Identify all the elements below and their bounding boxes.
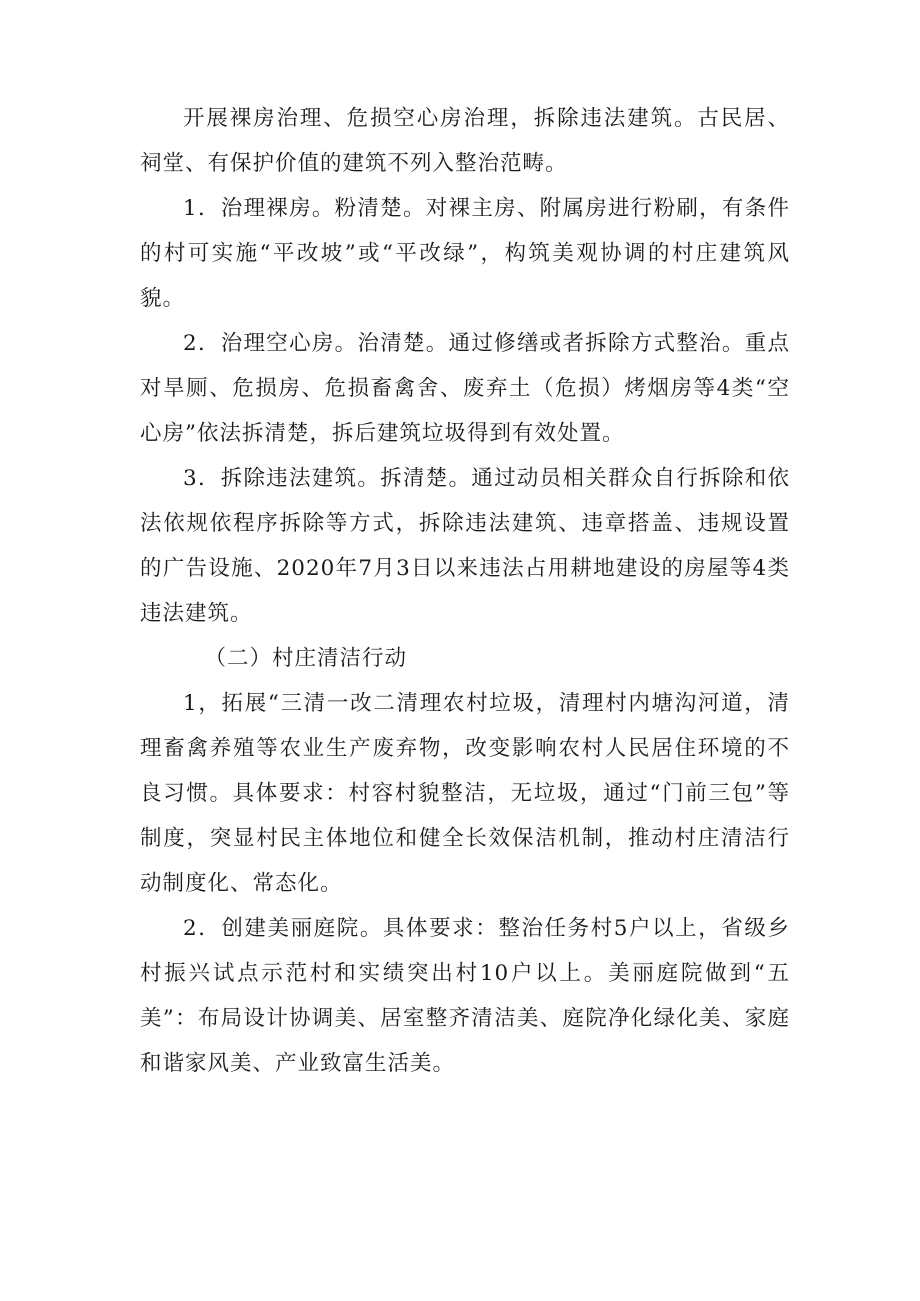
paragraph-cleaning-2: 2．创建美丽庭院。具体要求：整治任务村5户以上，省级乡村振兴试点示范村和实绩突出村10户以上。美丽庭院做到“五美”：布局设计协调美、居室整齐清洁美、庭院净化绿化美、家庭和谐家风美、产业致富生活美。	[140, 916, 790, 1076]
paragraph-cleaning-1: 1，拓展“三清一改二清理农村垃圾，清理村内塘沟河道，清理畜禽养殖等农业生产废弃物，改变影响农村人民居住环境的不良习惯。具体要求：村容村貌整洁，无垃圾，通过“门前三包”等制度，突显村民主体地位和健全长效保洁机制，推动村庄清洁行动制度化、常态化。	[140, 691, 790, 896]
document-body	[140, 96, 790, 1086]
paragraph-item-2-hollow-houses: 2．治理空心房。治清楚。通过修缮或者拆除方式整治。重点对旱厕、危损房、危损畜禽舍、废弃土（危损）烤烟房等4类“空心房”依法拆清楚，拆后建筑垃圾得到有效处置。	[140, 331, 790, 446]
paragraph-intro: 开展裸房治理、危损空心房治理，拆除违法建筑。古民居、祠堂、有保护价值的建筑不列入整治范畴。	[140, 106, 790, 176]
paragraph-item-1-bare-houses: 1．治理裸房。粉清楚。对裸主房、附属房进行粉刷，有条件的村可实施“平改坡”或“平改绿”，构筑美观协调的村庄建筑风貌。	[140, 196, 790, 311]
section-heading: （二）村庄清洁行动	[204, 646, 408, 671]
paragraph-item-3-illegal-buildings: 3．拆除违法建筑。拆清楚。通过动员相关群众自行拆除和依法依规依程序拆除等方式，拆除违法建筑、违章搭盖、违规设置的广告设施、2020年7月3日以来违法占用耕地建设的房屋等4类违法建筑。	[140, 466, 790, 626]
